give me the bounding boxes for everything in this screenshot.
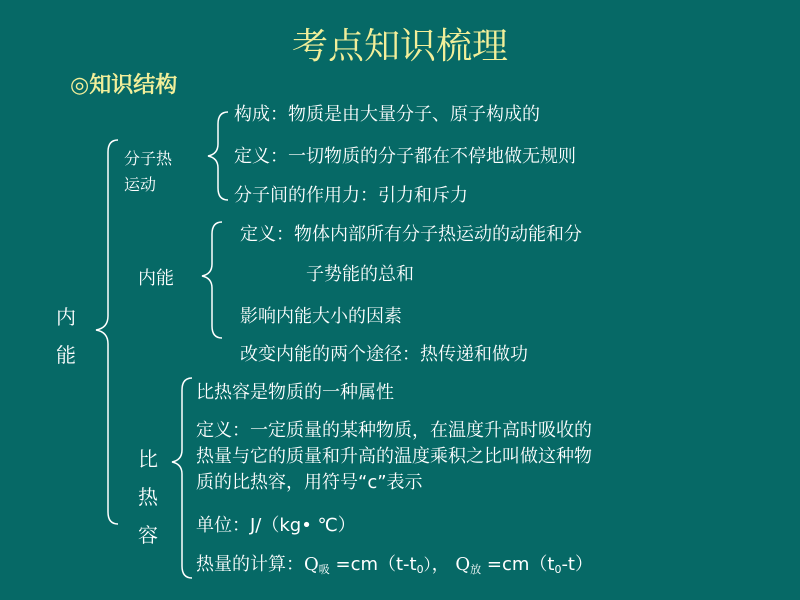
specific-heat-unit: 单位：J/（kg• ℃） <box>196 515 356 536</box>
thermal-motion-item: 分子间的作用力：引力和斥力 <box>234 185 468 206</box>
page-title: 考点知识梳理 <box>291 26 508 67</box>
thermal-motion-label: 分子热 运动 <box>124 149 173 194</box>
section-heading: ◎知识结构 <box>70 73 178 98</box>
specific-heat-definition: 定义：一定质量的某种物质，在温度升高时吸收的 热量与它的质量和升高的温度乘积之比叫做这种物 质的比热容，用符号“c”表示 <box>196 420 592 493</box>
specific-heat-property: 比热容是物质的一种属性 <box>196 382 394 403</box>
thermal-motion-item: 构成：物质是由大量分子、原子构成的 <box>234 104 540 125</box>
internal-energy-label: 内能 <box>138 268 174 289</box>
heat-calculation: 热量的计算：$Q_吸 =cm(t-t_0)$， $Q_放 =cm(t_0-t)$ <box>196 554 593 576</box>
internal-energy-factors: 影响内能大小的因素 <box>240 306 402 327</box>
internal-energy-definition: 定义：物体内部所有分子热运动的动能和分 <box>240 224 582 245</box>
internal-energy-ways: 改变内能的两个途径：热传递和做功 <box>240 344 528 365</box>
thermal-motion-item: 定义：一切物质的分子都在不停地做无规则 <box>234 146 576 167</box>
internal-energy-brace <box>202 222 222 338</box>
specific-heat-label: 比热容 <box>138 447 158 547</box>
root-label: 内能 <box>56 305 76 367</box>
specific-heat-brace <box>172 378 192 578</box>
thermal-motion-brace <box>208 112 228 200</box>
root-brace <box>96 140 118 524</box>
internal-energy-definition-cont: 子势能的总和 <box>306 264 414 285</box>
